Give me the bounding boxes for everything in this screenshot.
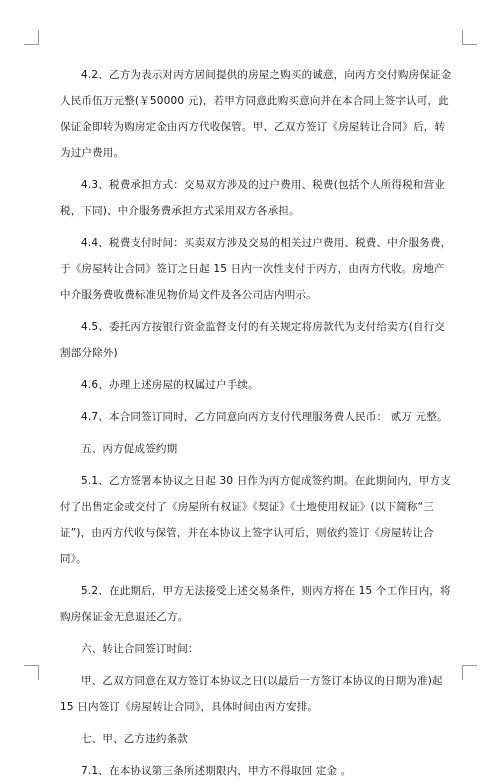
clause-5-1: 5.1、乙方签署本协议之日起 30 日作为丙方促成签约期。在此期间内，甲方支付了出售定金或交付了《房屋所有权证》《契证》《土地使用权证》(以下简称“三证”)，由丙方代收与保管，并在本协议上签字认可后，则依约签订《房屋转让合同》。 (60, 475, 451, 565)
section-5-heading: 五、丙方促成签约期 (81, 443, 178, 455)
clause-4-4: 4.4、税费支付时间：买卖双方涉及交易的相关过户费用、税费、中介服务费，于《房屋转让合同》签订之日起 15 日内一次性支付于丙方，由丙方代收。房地产中介服务费收费标准见物价局文件及各公司店内明示。 (60, 237, 452, 301)
section-6-heading: 六、转让合同签订时间： (81, 643, 199, 655)
clause-6: 甲、乙双方同意在双方签订本协议之日(以最后一方签订本协议的日期为准)起 15 日内签订《房屋转让合同》，具体时间由丙方安排。 (60, 675, 443, 713)
crop-mark-top-left (24, 30, 39, 45)
crop-mark-top-right (462, 30, 477, 45)
document-body (60, 62, 452, 784)
crop-mark-bottom-left (24, 665, 39, 680)
crop-mark-bottom-right (462, 665, 477, 680)
clause-4-6: 4.6、办理上述房屋的权属过户手续。 (81, 379, 259, 391)
clause-4-2: 4.2、乙方为表示对丙方居间提供的房屋之购买的诚意，向丙方交付购房保证金人民币伍万元整(￥50000 元)，若甲方同意此购买意向并在本合同上签字认可，此保证金即转为购房定金由丙方代收保管。甲、乙双方签订《房屋转让合同》后，转为过户费用。 (60, 69, 452, 159)
clause-5-2: 5.2、在此期后，甲方无法接受上述交易条件，则丙方将在 15 个工作日内，将购房保证金无息退还乙方。 (60, 585, 451, 623)
section-7-heading: 七、甲、乙方违约条款 (81, 733, 188, 745)
clause-7-1: 7.1、在本协议第三条所述期限内，甲方不得取回 定金 。 (81, 765, 352, 777)
clause-4-7: 4.7、本合同签订同时，乙方同意向丙方支付代理服务费人民币： 贰万 元整。 (81, 411, 448, 423)
clause-4-5: 4.5、委托丙方按银行资金监督支付的有关规定将房款代为支付给卖方(自行交割部分除外) (60, 321, 445, 359)
clause-4-3: 4.3、税费承担方式：交易双方涉及的过户费用、税费(包括个人所得税和营业税，下同)、中介服务费承担方式采用双方各承担。 (60, 179, 445, 217)
